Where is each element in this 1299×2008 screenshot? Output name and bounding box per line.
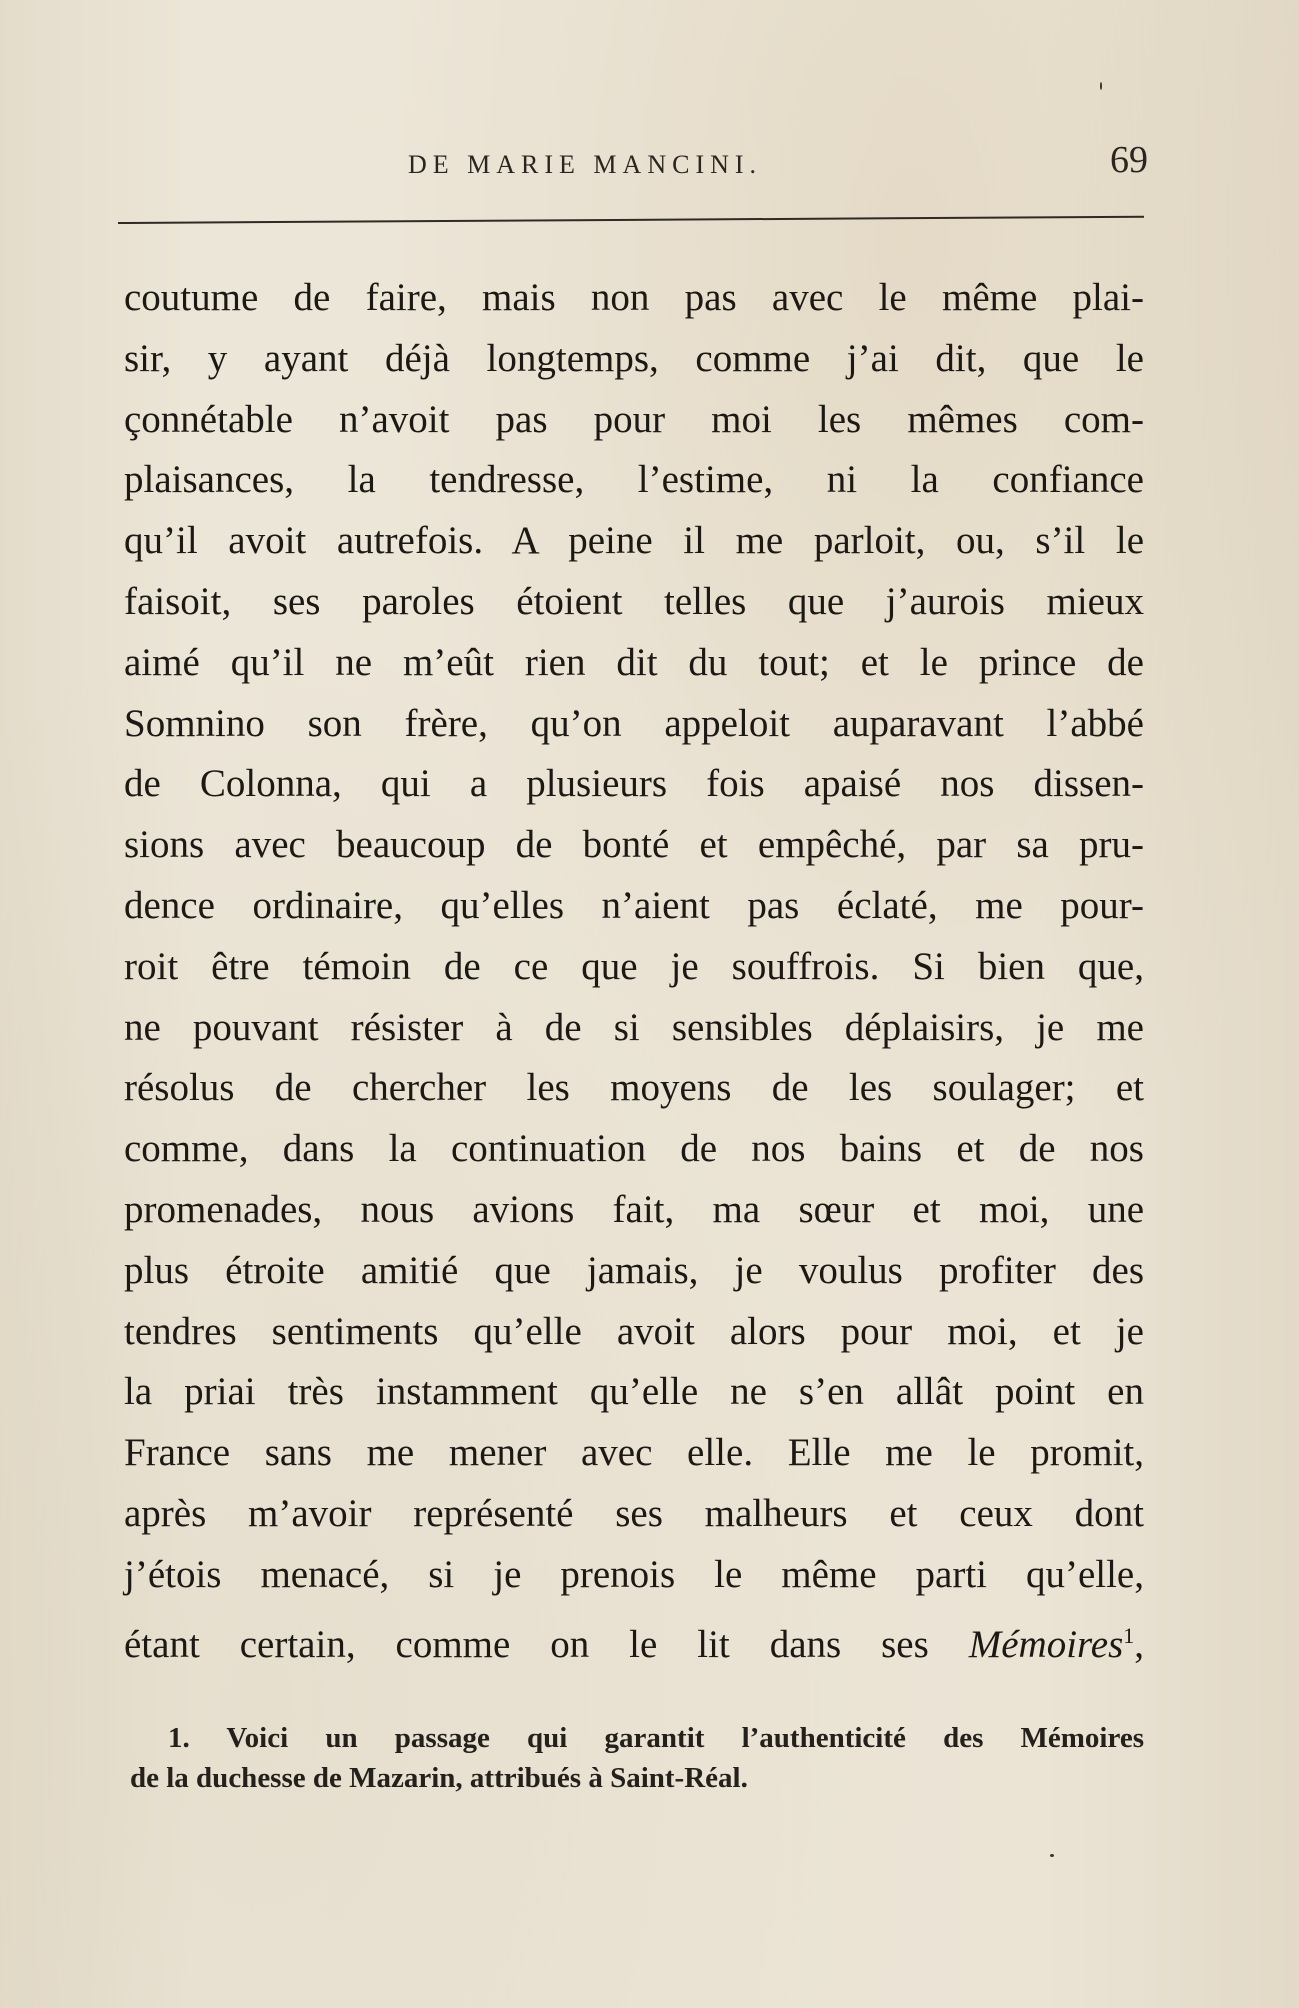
text-line: la priai très instamment qu’elle ne s’en allât point en <box>124 1370 1144 1414</box>
body-text <box>124 268 1144 1666</box>
text-line: promenades, nous avions fait, ma sœur et moi, une <box>124 1187 1144 1231</box>
last-line-text: étant certain, comme on le lit dans ses <box>124 1622 929 1666</box>
last-line-tail: , <box>1134 1622 1144 1666</box>
text-line: dence ordinaire, qu’elles n’aient pas éclaté, me pour- <box>124 883 1144 927</box>
text-line: roit être témoin de ce que je souffrois. Si bien que, <box>124 944 1144 988</box>
ink-speck <box>1100 82 1102 90</box>
italic-title: Mémoires <box>968 1622 1124 1666</box>
text-line: çonnétable n’avoit pas pour moi les mêmes com- <box>124 397 1144 441</box>
text-line: ne pouvant résister à de si sensibles déplaisirs, je me <box>124 1005 1144 1049</box>
text-line: aimé qu’il ne m’eût rien dit du tout; et le prince de <box>124 640 1144 684</box>
text-line: sions avec beaucoup de bonté et empêché, par sa pru- <box>124 823 1144 867</box>
running-head <box>118 139 1148 190</box>
text-line: de Colonna, qui a plusieurs fois apaisé nos dissen- <box>124 762 1144 806</box>
text-line: faisoit, ses paroles étoient telles que j’aurois mieux <box>124 579 1144 623</box>
footnote <box>130 1718 1144 1798</box>
text-line: comme, dans la continuation de nos bains et de nos <box>124 1127 1144 1171</box>
text-line: qu’il avoit autrefois. A peine il me parloit, ou, s’il le <box>124 519 1144 563</box>
text-line-last <box>124 1606 1144 1667</box>
footnote-line: 1. Voici un passage qui garantit l’authenticité des Mémoires <box>168 1722 1144 1754</box>
text-line: France sans me mener avec elle. Elle me le promit, <box>124 1431 1144 1475</box>
ink-speck <box>1050 1854 1054 1857</box>
text-line: résolus de chercher les moyens de les soulager; et <box>124 1066 1144 1110</box>
page-number: 69 <box>1110 139 1148 181</box>
text-line: plaisances, la tendresse, l’estime, ni la confiance <box>124 458 1144 502</box>
footnote-ref: 1 <box>1123 1622 1135 1648</box>
text-line: Somnino son frère, qu’on appeloit auparavant l’abbé <box>124 701 1144 745</box>
text-line: plus étroite amitié que jamais, je voulus profiter des <box>124 1248 1144 1292</box>
footnote-line: de la duchesse de Mazarin, attribués à Saint-Réal. <box>130 1762 748 1794</box>
text-line: tendres sentiments qu’elle avoit alors pour moi, et je <box>124 1309 1144 1353</box>
text-line: j’étois menacé, si je prenois le même parti qu’elle, <box>124 1552 1144 1596</box>
running-title: DE MARIE MANCINI. <box>408 150 763 179</box>
text-line: sir, y ayant déjà longtemps, comme j’ai dit, que le <box>124 336 1144 380</box>
text-line: coutume de faire, mais non pas avec le même plai- <box>124 276 1144 319</box>
header-rule <box>118 216 1144 224</box>
text-line: après m’avoir représenté ses malheurs et ceux dont <box>124 1491 1144 1535</box>
